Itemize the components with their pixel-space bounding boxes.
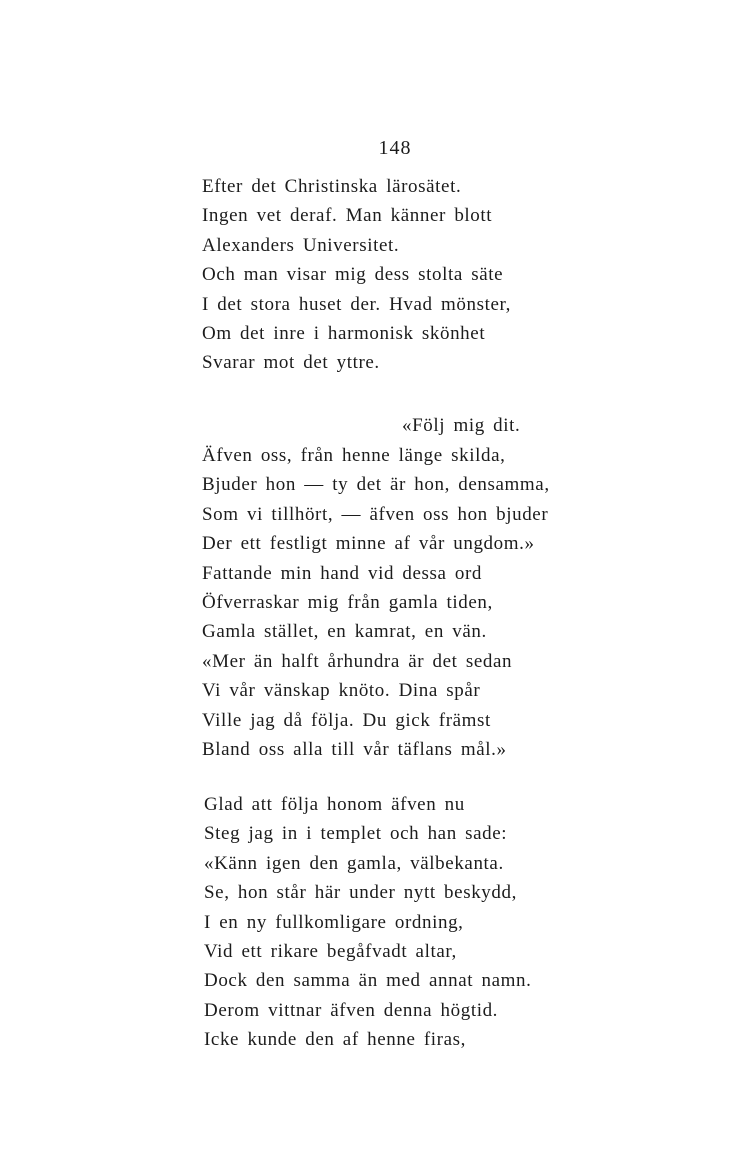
verse-line: Öfverraskar mig från gamla tiden, xyxy=(202,591,493,613)
verse-line: Bjuder hon — ty det är hon, densamma, xyxy=(202,474,550,496)
verse-line: I det stora huset der. Hvad mönster, xyxy=(202,293,511,315)
verse-line: Som vi tillhört, — äfven oss hon bjuder xyxy=(202,503,549,525)
page-number: 148 xyxy=(378,137,412,159)
verse-line: Om det inre i harmonisk skönhet xyxy=(202,322,486,344)
verse-line: I en ny fullkomligare ordning, xyxy=(204,911,464,933)
stanza-1 xyxy=(202,172,511,378)
verse-line: «Mer än halft århundra är det sedan xyxy=(202,650,513,672)
verse-line: Vi vår vänskap knöto. Dina spår xyxy=(202,680,481,702)
verse-line: Der ett festligt minne af vår ungdom.» xyxy=(202,533,535,555)
stanza-2 xyxy=(202,441,550,764)
verse-line: Alexanders Universitet. xyxy=(202,234,400,256)
verse-line: Se, hon står här under nytt beskydd, xyxy=(204,882,517,904)
verse-line: «Känn igen den gamla, välbekanta. xyxy=(204,852,504,874)
verse-line: Dock den samma än med annat namn. xyxy=(204,970,532,992)
verse-line: Bland oss alla till vår täflans mål.» xyxy=(202,738,507,760)
verse-line: Derom vittnar äfven denna högtid. xyxy=(204,999,499,1021)
verse-line: Och man visar mig dess stolta säte xyxy=(202,264,504,286)
verse-line: Ingen vet deraf. Man känner blott xyxy=(202,205,493,227)
verse-line: Glad att följa honom äfven nu xyxy=(204,794,465,815)
stanza-3 xyxy=(204,790,531,1055)
verse-line: Äfven oss, från henne länge skilda, xyxy=(202,445,506,466)
verse-line-indented: «Följ mig dit. xyxy=(402,415,521,436)
verse-line: Vid ett rikare begåfvadt altar, xyxy=(204,940,457,962)
verse-line: Svarar mot det yttre. xyxy=(202,352,380,374)
verse-line: Ville jag då följa. Du gick främst xyxy=(202,709,491,731)
verse-line: Steg jag in i templet och han sade: xyxy=(204,823,508,845)
verse-line: Gamla stället, en kamrat, en vän. xyxy=(202,621,487,643)
verse-line: Icke kunde den af henne firas, xyxy=(204,1029,466,1051)
verse-line: Efter det Christinska lärosätet. xyxy=(202,176,462,197)
verse-line: Fattande min hand vid dessa ord xyxy=(202,562,483,584)
